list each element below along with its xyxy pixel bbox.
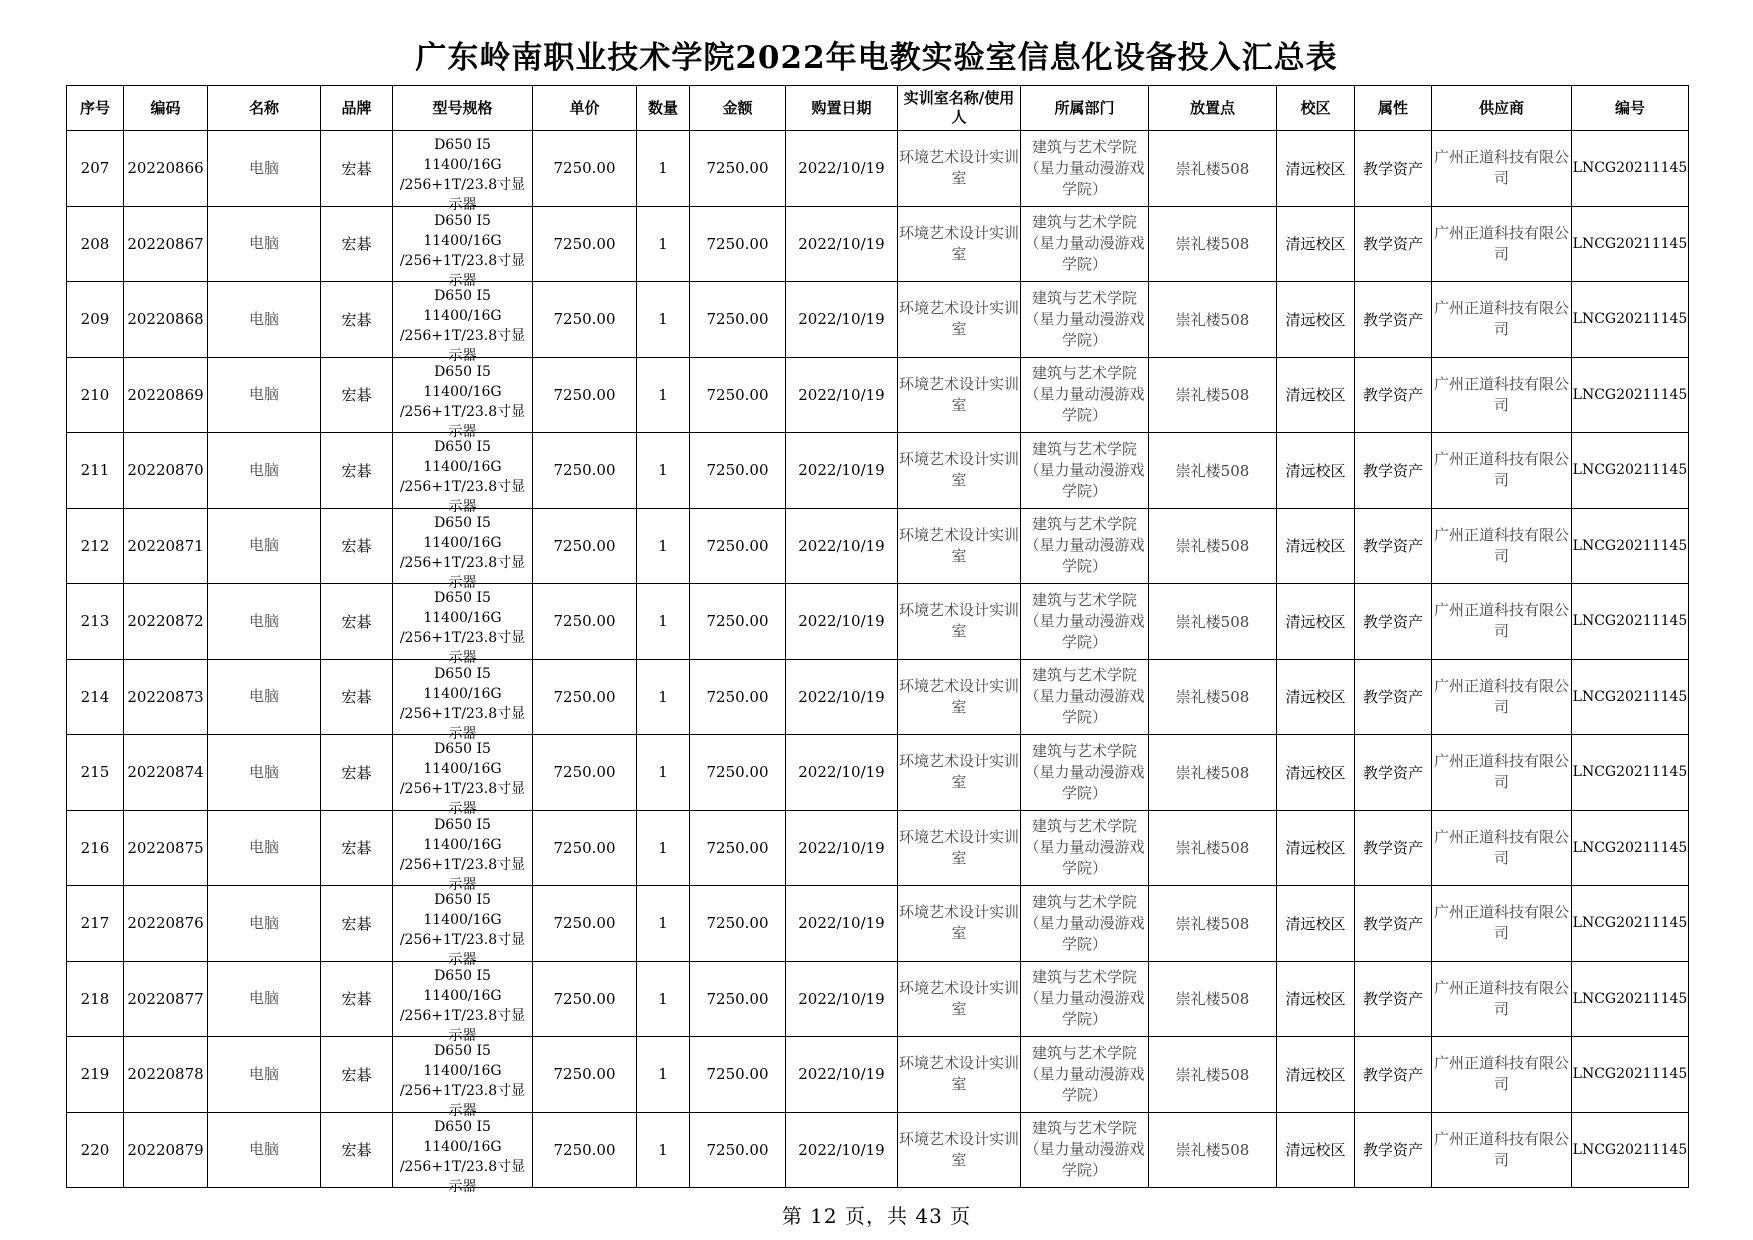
cell-campus: 清远校区	[1277, 886, 1355, 962]
table-row	[67, 508, 1689, 584]
cell-code: 20220867	[124, 206, 208, 282]
cell-name: 电脑	[208, 433, 321, 509]
table-row	[67, 1112, 1689, 1188]
cell-price: 7250.00	[533, 810, 637, 886]
column-header: 购置日期	[786, 86, 898, 131]
cell-brand: 宏碁	[321, 433, 393, 509]
cell-code: 20220873	[124, 659, 208, 735]
cell-amount: 7250.00	[690, 131, 786, 207]
cell-attr: 教学资产	[1355, 886, 1432, 962]
table-row	[67, 810, 1689, 886]
cell-dept: 建筑与艺术学院（星力量动漫游戏学院）	[1021, 508, 1149, 584]
cell-name: 电脑	[208, 508, 321, 584]
cell-supplier: 广州正道科技有限公司	[1432, 206, 1572, 282]
cell-room: 环境艺术设计实训室	[898, 508, 1021, 584]
cell-campus: 清远校区	[1277, 508, 1355, 584]
cell-attr: 教学资产	[1355, 659, 1432, 735]
cell-amount: 7250.00	[690, 659, 786, 735]
cell-date: 2022/10/19	[786, 584, 898, 660]
cell-date: 2022/10/19	[786, 735, 898, 811]
cell-attr: 教学资产	[1355, 282, 1432, 358]
cell-number: LNCG20211145	[1572, 206, 1689, 282]
cell-attr: 教学资产	[1355, 1112, 1432, 1188]
cell-supplier: 广州正道科技有限公司	[1432, 282, 1572, 358]
cell-name: 电脑	[208, 961, 321, 1037]
cell-dept: 建筑与艺术学院（星力量动漫游戏学院）	[1021, 357, 1149, 433]
cell-price: 7250.00	[533, 131, 637, 207]
cell-date: 2022/10/19	[786, 886, 898, 962]
cell-location: 崇礼楼508	[1149, 584, 1277, 660]
cell-dept: 建筑与艺术学院（星力量动漫游戏学院）	[1021, 961, 1149, 1037]
cell-amount: 7250.00	[690, 206, 786, 282]
cell-seq: 214	[67, 659, 124, 735]
cell-brand: 宏碁	[321, 282, 393, 358]
cell-price: 7250.00	[533, 1112, 637, 1188]
cell-supplier: 广州正道科技有限公司	[1432, 508, 1572, 584]
cell-code: 20220869	[124, 357, 208, 433]
cell-spec-text: D650 I5 11400/16G /256+1T/23.8寸显示器	[399, 288, 526, 365]
cell-price: 7250.00	[533, 282, 637, 358]
cell-price: 7250.00	[533, 433, 637, 509]
cell-supplier: 广州正道科技有限公司	[1432, 659, 1572, 735]
cell-spec	[393, 961, 533, 1044]
cell-number: LNCG20211145	[1572, 508, 1689, 584]
cell-campus: 清远校区	[1277, 1112, 1355, 1188]
cell-attr: 教学资产	[1355, 810, 1432, 886]
cell-seq: 220	[67, 1112, 124, 1188]
cell-date: 2022/10/19	[786, 433, 898, 509]
cell-qty: 1	[637, 206, 690, 282]
cell-qty: 1	[637, 357, 690, 433]
cell-price: 7250.00	[533, 659, 637, 735]
cell-attr: 教学资产	[1355, 508, 1432, 584]
cell-name: 电脑	[208, 886, 321, 962]
cell-number: LNCG20211145	[1572, 810, 1689, 886]
cell-amount: 7250.00	[690, 1037, 786, 1113]
cell-location: 崇礼楼508	[1149, 282, 1277, 358]
cell-dept: 建筑与艺术学院（星力量动漫游戏学院）	[1021, 735, 1149, 811]
column-header: 名称	[208, 86, 321, 131]
cell-seq: 213	[67, 584, 124, 660]
cell-dept: 建筑与艺术学院（星力量动漫游戏学院）	[1021, 1037, 1149, 1113]
cell-campus: 清远校区	[1277, 282, 1355, 358]
cell-location: 崇礼楼508	[1149, 1037, 1277, 1113]
cell-supplier: 广州正道科技有限公司	[1432, 1112, 1572, 1188]
cell-spec	[393, 1112, 533, 1195]
cell-code: 20220868	[124, 282, 208, 358]
cell-spec	[393, 131, 533, 214]
cell-room: 环境艺术设计实训室	[898, 131, 1021, 207]
cell-location: 崇礼楼508	[1149, 433, 1277, 509]
cell-spec	[393, 810, 533, 893]
cell-seq: 207	[67, 131, 124, 207]
cell-number: LNCG20211145	[1572, 659, 1689, 735]
table-row	[67, 131, 1689, 207]
cell-room: 环境艺术设计实训室	[898, 206, 1021, 282]
cell-date: 2022/10/19	[786, 961, 898, 1037]
cell-price: 7250.00	[533, 886, 637, 962]
column-header: 编号	[1572, 86, 1689, 131]
cell-name: 电脑	[208, 131, 321, 207]
cell-qty: 1	[637, 584, 690, 660]
cell-amount: 7250.00	[690, 1112, 786, 1188]
cell-amount: 7250.00	[690, 357, 786, 433]
cell-number: LNCG20211145	[1572, 357, 1689, 433]
table-row	[67, 961, 1689, 1037]
cell-spec-text: D650 I5 11400/16G /256+1T/23.8寸显示器	[399, 892, 526, 969]
cell-amount: 7250.00	[690, 735, 786, 811]
cell-room: 环境艺术设计实训室	[898, 659, 1021, 735]
page-title: 广东岭南职业技术学院2022年电教实验室信息化设备投入汇总表	[415, 40, 1338, 76]
table-header-row	[67, 86, 1689, 131]
cell-brand: 宏碁	[321, 206, 393, 282]
cell-name: 电脑	[208, 659, 321, 735]
column-header: 校区	[1277, 86, 1355, 131]
cell-qty: 1	[637, 961, 690, 1037]
cell-name: 电脑	[208, 282, 321, 358]
cell-attr: 教学资产	[1355, 131, 1432, 207]
cell-brand: 宏碁	[321, 810, 393, 886]
cell-supplier: 广州正道科技有限公司	[1432, 735, 1572, 811]
cell-qty: 1	[637, 1112, 690, 1188]
cell-number: LNCG20211145	[1572, 433, 1689, 509]
cell-code: 20220875	[124, 810, 208, 886]
cell-campus: 清远校区	[1277, 584, 1355, 660]
cell-number: LNCG20211145	[1572, 131, 1689, 207]
cell-number: LNCG20211145	[1572, 584, 1689, 660]
cell-room: 环境艺术设计实训室	[898, 1112, 1021, 1188]
cell-attr: 教学资产	[1355, 433, 1432, 509]
column-header: 供应商	[1432, 86, 1572, 131]
cell-room: 环境艺术设计实训室	[898, 584, 1021, 660]
cell-location: 崇礼楼508	[1149, 508, 1277, 584]
cell-location: 崇礼楼508	[1149, 810, 1277, 886]
column-header: 型号规格	[393, 86, 533, 131]
cell-date: 2022/10/19	[786, 1037, 898, 1113]
cell-amount: 7250.00	[690, 282, 786, 358]
cell-seq: 208	[67, 206, 124, 282]
cell-code: 20220871	[124, 508, 208, 584]
cell-supplier: 广州正道科技有限公司	[1432, 886, 1572, 962]
cell-supplier: 广州正道科技有限公司	[1432, 810, 1572, 886]
cell-spec-text: D650 I5 11400/16G /256+1T/23.8寸显示器	[399, 1043, 526, 1120]
cell-location: 崇礼楼508	[1149, 886, 1277, 962]
cell-dept: 建筑与艺术学院（星力量动漫游戏学院）	[1021, 282, 1149, 358]
cell-date: 2022/10/19	[786, 659, 898, 735]
cell-spec	[393, 206, 533, 289]
cell-seq: 215	[67, 735, 124, 811]
cell-spec-text: D650 I5 11400/16G /256+1T/23.8寸显示器	[399, 590, 526, 667]
column-header: 金额	[690, 86, 786, 131]
cell-qty: 1	[637, 886, 690, 962]
cell-campus: 清远校区	[1277, 659, 1355, 735]
cell-spec-text: D650 I5 11400/16G /256+1T/23.8寸显示器	[399, 741, 526, 818]
cell-location: 崇礼楼508	[1149, 735, 1277, 811]
cell-room: 环境艺术设计实训室	[898, 810, 1021, 886]
cell-spec	[393, 357, 533, 440]
cell-amount: 7250.00	[690, 810, 786, 886]
cell-room: 环境艺术设计实训室	[898, 1037, 1021, 1113]
column-header: 属性	[1355, 86, 1432, 131]
cell-date: 2022/10/19	[786, 508, 898, 584]
cell-amount: 7250.00	[690, 508, 786, 584]
cell-room: 环境艺术设计实训室	[898, 961, 1021, 1037]
cell-brand: 宏碁	[321, 659, 393, 735]
table-row	[67, 433, 1689, 509]
cell-price: 7250.00	[533, 508, 637, 584]
cell-supplier: 广州正道科技有限公司	[1432, 1037, 1572, 1113]
cell-location: 崇礼楼508	[1149, 659, 1277, 735]
cell-attr: 教学资产	[1355, 735, 1432, 811]
cell-code: 20220874	[124, 735, 208, 811]
cell-spec-text: D650 I5 11400/16G /256+1T/23.8寸显示器	[399, 514, 526, 591]
cell-number: LNCG20211145	[1572, 961, 1689, 1037]
cell-dept: 建筑与艺术学院（星力量动漫游戏学院）	[1021, 206, 1149, 282]
cell-amount: 7250.00	[690, 886, 786, 962]
table-row	[67, 1037, 1689, 1113]
cell-seq: 219	[67, 1037, 124, 1113]
cell-supplier: 广州正道科技有限公司	[1432, 131, 1572, 207]
cell-spec	[393, 659, 533, 742]
table-row	[67, 206, 1689, 282]
cell-date: 2022/10/19	[786, 810, 898, 886]
cell-name: 电脑	[208, 584, 321, 660]
cell-seq: 216	[67, 810, 124, 886]
cell-number: LNCG20211145	[1572, 735, 1689, 811]
cell-campus: 清远校区	[1277, 810, 1355, 886]
cell-spec	[393, 886, 533, 969]
cell-name: 电脑	[208, 206, 321, 282]
column-header: 所属部门	[1021, 86, 1149, 131]
cell-attr: 教学资产	[1355, 961, 1432, 1037]
cell-room: 环境艺术设计实训室	[898, 886, 1021, 962]
cell-number: LNCG20211145	[1572, 282, 1689, 358]
cell-code: 20220866	[124, 131, 208, 207]
cell-date: 2022/10/19	[786, 357, 898, 433]
table-row	[67, 886, 1689, 962]
cell-seq: 218	[67, 961, 124, 1037]
cell-campus: 清远校区	[1277, 961, 1355, 1037]
cell-dept: 建筑与艺术学院（星力量动漫游戏学院）	[1021, 1112, 1149, 1188]
cell-qty: 1	[637, 433, 690, 509]
cell-spec-text: D650 I5 11400/16G /256+1T/23.8寸显示器	[399, 816, 526, 893]
cell-date: 2022/10/19	[786, 1112, 898, 1188]
cell-seq: 209	[67, 282, 124, 358]
cell-number: LNCG20211145	[1572, 1037, 1689, 1113]
cell-room: 环境艺术设计实训室	[898, 357, 1021, 433]
cell-spec	[393, 508, 533, 591]
table-body	[67, 131, 1689, 1195]
column-header: 编码	[124, 86, 208, 131]
cell-brand: 宏碁	[321, 508, 393, 584]
cell-qty: 1	[637, 508, 690, 584]
cell-room: 环境艺术设计实训室	[898, 433, 1021, 509]
cell-date: 2022/10/19	[786, 131, 898, 207]
cell-attr: 教学资产	[1355, 1037, 1432, 1113]
equipment-table	[66, 85, 1689, 1195]
cell-spec-text: D650 I5 11400/16G /256+1T/23.8寸显示器	[399, 137, 526, 214]
cell-supplier: 广州正道科技有限公司	[1432, 961, 1572, 1037]
cell-code: 20220876	[124, 886, 208, 962]
cell-name: 电脑	[208, 1112, 321, 1188]
cell-spec-text: D650 I5 11400/16G /256+1T/23.8寸显示器	[399, 363, 526, 440]
table-row	[67, 357, 1689, 433]
cell-location: 崇礼楼508	[1149, 131, 1277, 207]
cell-seq: 211	[67, 433, 124, 509]
cell-campus: 清远校区	[1277, 131, 1355, 207]
cell-supplier: 广州正道科技有限公司	[1432, 357, 1572, 433]
cell-code: 20220878	[124, 1037, 208, 1113]
cell-seq: 212	[67, 508, 124, 584]
cell-qty: 1	[637, 282, 690, 358]
cell-brand: 宏碁	[321, 961, 393, 1037]
cell-spec	[393, 433, 533, 516]
cell-brand: 宏碁	[321, 886, 393, 962]
column-header: 序号	[67, 86, 124, 131]
cell-seq: 210	[67, 357, 124, 433]
cell-price: 7250.00	[533, 357, 637, 433]
cell-brand: 宏碁	[321, 357, 393, 433]
cell-campus: 清远校区	[1277, 735, 1355, 811]
cell-spec	[393, 584, 533, 667]
cell-code: 20220877	[124, 961, 208, 1037]
cell-location: 崇礼楼508	[1149, 961, 1277, 1037]
column-header: 单价	[533, 86, 637, 131]
cell-dept: 建筑与艺术学院（星力量动漫游戏学院）	[1021, 886, 1149, 962]
cell-amount: 7250.00	[690, 961, 786, 1037]
cell-qty: 1	[637, 810, 690, 886]
cell-number: LNCG20211145	[1572, 886, 1689, 962]
cell-amount: 7250.00	[690, 584, 786, 660]
column-header: 放置点	[1149, 86, 1277, 131]
page-footer: 第 12 页，共 43 页	[781, 1204, 972, 1228]
cell-attr: 教学资产	[1355, 584, 1432, 660]
cell-amount: 7250.00	[690, 433, 786, 509]
cell-brand: 宏碁	[321, 1037, 393, 1113]
cell-name: 电脑	[208, 810, 321, 886]
cell-dept: 建筑与艺术学院（星力量动漫游戏学院）	[1021, 433, 1149, 509]
cell-qty: 1	[637, 735, 690, 811]
cell-location: 崇礼楼508	[1149, 206, 1277, 282]
cell-brand: 宏碁	[321, 584, 393, 660]
cell-brand: 宏碁	[321, 735, 393, 811]
cell-number: LNCG20211145	[1572, 1112, 1689, 1188]
cell-spec	[393, 282, 533, 365]
cell-spec	[393, 735, 533, 818]
cell-spec-text: D650 I5 11400/16G /256+1T/23.8寸显示器	[399, 1118, 526, 1195]
cell-dept: 建筑与艺术学院（星力量动漫游戏学院）	[1021, 659, 1149, 735]
cell-code: 20220872	[124, 584, 208, 660]
cell-brand: 宏碁	[321, 1112, 393, 1188]
cell-attr: 教学资产	[1355, 206, 1432, 282]
cell-code: 20220879	[124, 1112, 208, 1188]
cell-brand: 宏碁	[321, 131, 393, 207]
cell-dept: 建筑与艺术学院（星力量动漫游戏学院）	[1021, 810, 1149, 886]
cell-qty: 1	[637, 131, 690, 207]
cell-qty: 1	[637, 659, 690, 735]
cell-price: 7250.00	[533, 735, 637, 811]
cell-date: 2022/10/19	[786, 282, 898, 358]
table-row	[67, 659, 1689, 735]
cell-seq: 217	[67, 886, 124, 962]
cell-name: 电脑	[208, 357, 321, 433]
cell-name: 电脑	[208, 1037, 321, 1113]
cell-price: 7250.00	[533, 1037, 637, 1113]
cell-location: 崇礼楼508	[1149, 1112, 1277, 1188]
cell-attr: 教学资产	[1355, 357, 1432, 433]
table-row	[67, 282, 1689, 358]
cell-dept: 建筑与艺术学院（星力量动漫游戏学院）	[1021, 131, 1149, 207]
cell-campus: 清远校区	[1277, 1037, 1355, 1113]
cell-spec	[393, 1037, 533, 1120]
cell-price: 7250.00	[533, 206, 637, 282]
column-header: 实训室名称/使用人	[898, 86, 1021, 131]
cell-spec-text: D650 I5 11400/16G /256+1T/23.8寸显示器	[399, 212, 526, 289]
cell-date: 2022/10/19	[786, 206, 898, 282]
cell-supplier: 广州正道科技有限公司	[1432, 584, 1572, 660]
cell-dept: 建筑与艺术学院（星力量动漫游戏学院）	[1021, 584, 1149, 660]
cell-price: 7250.00	[533, 584, 637, 660]
column-header: 品牌	[321, 86, 393, 131]
cell-campus: 清远校区	[1277, 357, 1355, 433]
table-row	[67, 735, 1689, 811]
cell-campus: 清远校区	[1277, 206, 1355, 282]
cell-spec-text: D650 I5 11400/16G /256+1T/23.8寸显示器	[399, 967, 526, 1044]
cell-code: 20220870	[124, 433, 208, 509]
cell-room: 环境艺术设计实训室	[898, 282, 1021, 358]
table-row	[67, 584, 1689, 660]
cell-qty: 1	[637, 1037, 690, 1113]
cell-supplier: 广州正道科技有限公司	[1432, 433, 1572, 509]
cell-spec-text: D650 I5 11400/16G /256+1T/23.8寸显示器	[399, 665, 526, 742]
cell-spec-text: D650 I5 11400/16G /256+1T/23.8寸显示器	[399, 439, 526, 516]
cell-room: 环境艺术设计实训室	[898, 735, 1021, 811]
cell-location: 崇礼楼508	[1149, 357, 1277, 433]
column-header: 数量	[637, 86, 690, 131]
cell-campus: 清远校区	[1277, 433, 1355, 509]
cell-name: 电脑	[208, 735, 321, 811]
cell-price: 7250.00	[533, 961, 637, 1037]
